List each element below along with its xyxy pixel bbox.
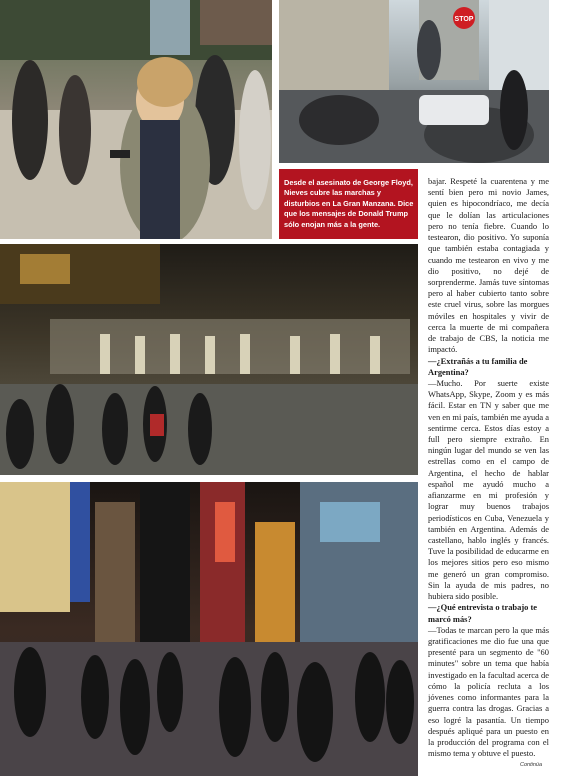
article-paragraph: —Mucho. Por suerte existe WhatsApp, Skype, Zoom y es más fácil. Estar en TN y saber que me ven en mi país, también me ayuda a sentirme cerca. Estos días estoy a full pero siempre extraño. En ningún lugar del mundo se ven las estrellas como en el campo de Argentina, el hecho de hablar español me ayudó mucho a afianzarme en mi profesión y lograr muy buenos trabajos periodísticos en Cuba, Venezuela y también en Argentina. Además de castellano, hablo inglés y francés. Tuve la posibilidad de educarme en los mejores sitios pero eso mismo me generó un gran compromiso. Sin la ayuda de mis padres, no hubiera sido posible.: [428, 377, 549, 602]
article-paragraph: —Todas te marcan pero la que más gratificaciones me dio fue una que presenté para un segmento de "60 minutes" sobre un tema que había investigado en la facultad acerca de cómo la policía recluta a los jóvenes como informantes para la guerra contra las drogas. Gracias a eso logré la pasantía. Un tiempo después apliqué para un puesto en la producción del programa con el mismo tema y obtuve el puesto.: [428, 624, 549, 759]
stop-sign-text: STOP: [454, 16, 474, 23]
photo-woman-with-phone: [0, 0, 272, 239]
photo-caption: [279, 169, 418, 239]
interview-question: —¿Extrañás a tu familia de Argentina?: [428, 355, 528, 377]
photo-protest-police-line: [0, 244, 418, 475]
caption-text: Desde el asesinato de George Floyd, Nieves cubre las marchas y disturbios en La Gran Manzana. Dice que los mensajes de Donald Trump sólo enojan más a la gente.: [284, 178, 414, 229]
article-paragraph: bajar. Respeté la cuarentena y me sentí bien pero mi novio James, quien es hipocondríaco, me decía que le dolían las articulaciones pero no tenía fiebre. Cuando lo testearon, dio positivo. Yo suponía que también estaba contagiada y cuando me testearon en vivo y me dio positivo, no dejé de sorprenderme. Jamás tuve síntomas pero al haber cubierto tanto sobre este cruel virus, sobre las morgues móviles en hospitales y vivir de cerca la muerte de mi compañera de trabajo de CBS, la noticia me impactó.: [428, 176, 549, 355]
continues-label: Continúa: [520, 762, 543, 768]
photo-times-square-march: [0, 482, 418, 776]
article-body: [428, 176, 549, 759]
interview-question: —¿Qué entrevista o trabajo te marcó más?: [428, 602, 538, 624]
photo-man-on-car: [279, 0, 549, 163]
